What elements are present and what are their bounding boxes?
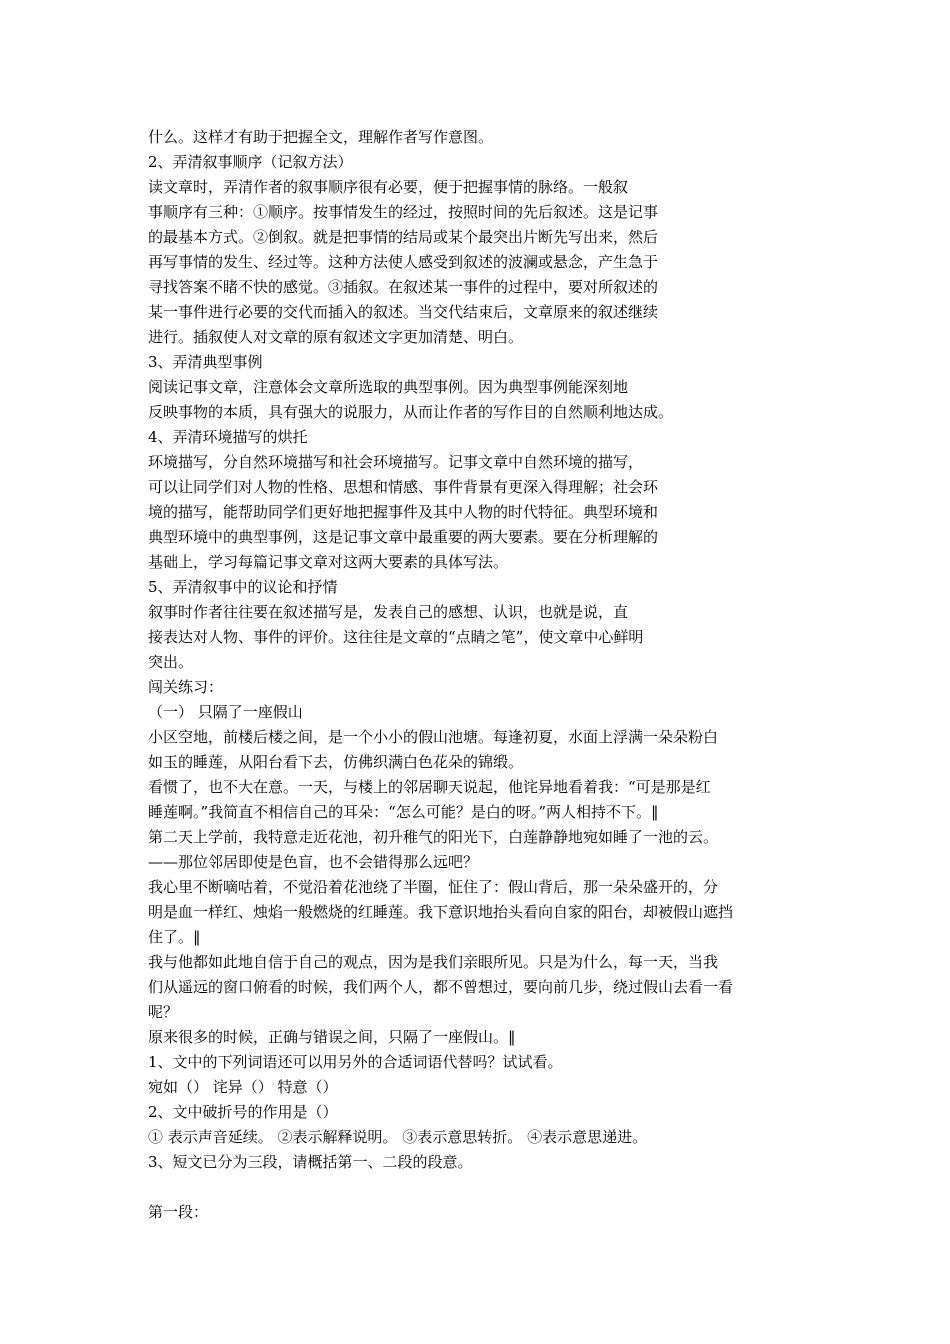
question-2-options: ① 表示声音延续。 ②表示解释说明。 ③表示意思转折。 ④表示意思递进。 [148, 1128, 648, 1146]
text-line: 睡莲啊。”我简直不相信自己的耳朵：“怎么可能？是白的呀。”两人相持不下。‖ [148, 803, 659, 821]
question-3: 3、短文已分为三段，请概括第一、二段的段意。 [148, 1153, 473, 1171]
text-line: 第二天上学前，我特意走近花池，初升稚气的阳光下，白莲静静地宛如睡了一池的云。 [148, 828, 719, 846]
question-1: 1、文中的下列词语还可以用另外的合适词语代替吗？试试看。 [148, 1053, 563, 1071]
text-line: 读文章时，弄清作者的叙事顺序很有必要，便于把握事情的脉络。一般叙 [148, 178, 629, 196]
section-heading: 3、弄清典型事例 [148, 353, 263, 371]
text-line: 进行。插叙使人对文章的原有叙述文字更加清楚、明白。 [148, 328, 524, 346]
text-line: 典型环境中的典型事例，这是记事文章中最重要的两大要素。要在分析理解的 [148, 528, 659, 546]
text-line: 再写事情的发生、经过等。这种方法使人感受到叙述的波澜或悬念，产生急于 [148, 253, 659, 271]
text-line: 环境描写，分自然环境描写和社会环境描写。记事文章中自然环境的描写， [148, 453, 644, 471]
text-line: 呢？ [148, 1003, 179, 1021]
text-line: ——那位邻居即使是色盲，也不会错得那么远吧？ [148, 853, 479, 871]
text-line: 突出。 [148, 653, 194, 671]
text-line: 小区空地，前楼后楼之间，是一个小小的假山池塘。每逢初夏，水面上浮满一朵朵粉白 [148, 728, 719, 746]
text-line: 事顺序有三种：①顺序。按事情发生的经过，按照时间的先后叙述。这是记事 [148, 203, 659, 221]
text-line: 接表达对人物、事件的评价。这往往是文章的“点睛之笔”，使文章中心鲜明 [148, 628, 644, 646]
text-line: 住了。‖ [148, 928, 201, 946]
section-heading: 2、弄清叙事顺序（记叙方法） [148, 153, 353, 171]
text-line: 我心里不断嘀咕着，不觉沿着花池绕了半圈，怔住了：假山背后，那一朵朵盛开的，分 [148, 878, 719, 896]
section-heading: 5、弄清叙事中的议论和抒情 [148, 578, 338, 596]
text-line: 境的描写，能帮助同学们更好地把握事件及其中人物的时代特征。典型环境和 [148, 503, 659, 521]
text-line: 明是血一样红、烛焰一般燃烧的红睡莲。我下意识地抬头看向自家的阳台，却被假山遮挡 [148, 903, 734, 921]
text-line: 可以让同学们对人物的性格、思想和情感、事件背景有更深入得理解；社会环 [148, 478, 659, 496]
text-line: 反映事物的本质，具有强大的说服力，从而让作者的写作目的自然顺利地达成。 [148, 403, 674, 421]
text-line: 叙事时作者往往要在叙述描写是，发表自己的感想、认识，也就是说，直 [148, 603, 629, 621]
text-line: 阅读记事文章，注意体会文章所选取的典型事例。因为典型事例能深刻地 [148, 378, 629, 396]
text-line: 什么。这样才有助于把握全文，理解作者写作意图。 [148, 128, 494, 146]
exercise-heading: 闯关练习： [148, 678, 224, 696]
question-1-blanks: 宛如（） 诧异（） 特意（） [148, 1078, 338, 1096]
passage-title: （一） 只隔了一座假山 [148, 703, 303, 721]
question-2: 2、文中破折号的作用是（） [148, 1103, 338, 1121]
text-line: 们从遥远的窗口俯看的时候，我们两个人，都不曾想过，要向前几步，绕过假山去看一看 [148, 978, 734, 996]
text-line: 看惯了，也不大在意。一天，与楼上的邻居聊天说起，他诧异地看着我：“可是那是红 [148, 778, 711, 796]
answer-label-paragraph-1: 第一段： [148, 1203, 209, 1221]
section-heading: 4、弄清环境描写的烘托 [148, 428, 308, 446]
text-line: 的最基本方式。②倒叙。就是把事情的结局或某个最突出片断先写出来，然后 [148, 228, 659, 246]
text-line: 寻找答案不睹不快的感觉。③插叙。在叙述某一事件的过程中，要对所叙述的 [148, 278, 659, 296]
text-line: 我与他都如此地自信于自己的观点，因为是我们亲眼所见。只是为什么，每一天，当我 [148, 953, 719, 971]
text-line: 某一事件进行必要的交代而插入的叙述。当交代结束后，文章原来的叙述继续 [148, 303, 659, 321]
text-line: 原来很多的时候，正确与错误之间，只隔了一座假山。‖ [148, 1028, 516, 1046]
text-line: 基础上，学习每篇记事文章对这两大要素的具体写法。 [148, 553, 509, 571]
text-line: 如玉的睡莲，从阳台看下去，仿佛织满白色花朵的锦缎。 [148, 753, 524, 771]
